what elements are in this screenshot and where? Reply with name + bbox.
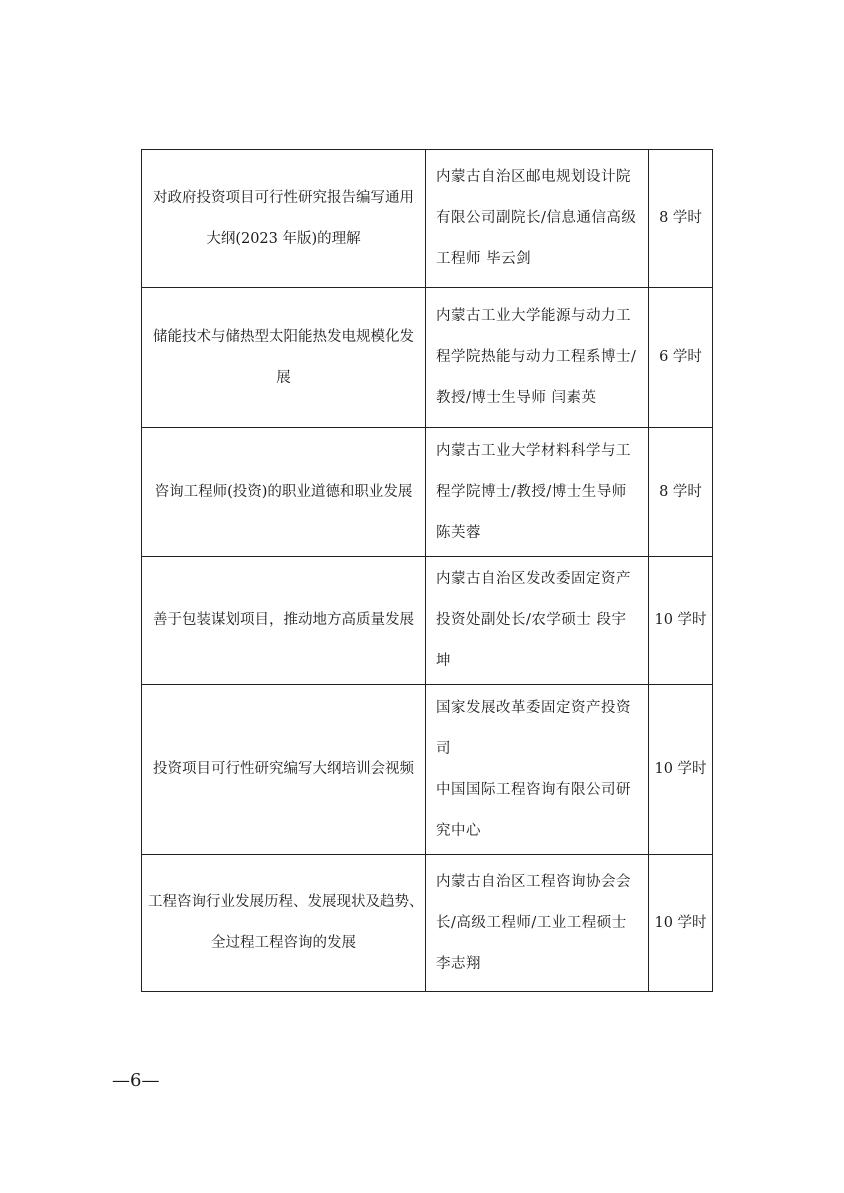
hours-cell: 10 学时: [649, 855, 713, 992]
speaker-line: 投资处副处长/农学硕士 段宇: [436, 612, 627, 628]
speaker-line: 李志翔: [436, 955, 481, 972]
speaker-line: 程学院博士/教授/博士生导师: [436, 483, 627, 500]
topic-cell: [142, 855, 426, 992]
hours-cell: 6 学时: [649, 288, 713, 428]
speaker-line: 陈芙蓉: [436, 524, 481, 541]
table-row: [142, 557, 713, 685]
speaker-line: 内蒙古自治区发改委固定资产: [436, 571, 631, 587]
topic-line: 善于包装谋划项目，推动地方高质量发展: [153, 612, 414, 628]
speaker-line: 工程师 毕云剑: [436, 251, 532, 267]
hours-cell: 10 学时: [649, 685, 713, 855]
table-row: [142, 288, 713, 428]
topic-line: 全过程工程咨询的发展: [211, 935, 356, 951]
course-table: [141, 149, 713, 992]
topic-cell: [142, 288, 426, 428]
speaker-line: 长/高级工程师/工业工程硕士: [436, 914, 627, 931]
topic-cell: [142, 150, 426, 288]
speaker-cell: [426, 855, 649, 992]
speaker-line: 内蒙古工业大学材料科学与工: [436, 442, 631, 459]
page-number: —6—: [112, 1070, 160, 1091]
topic-line: 工程咨询行业发展历程、发展现状及趋势、: [148, 894, 424, 910]
table-row: [142, 855, 713, 992]
speaker-line: 教授/博士生导师 闫素英: [436, 390, 597, 406]
speaker-line: 司: [436, 740, 451, 757]
speaker-cell: [426, 288, 649, 428]
speaker-cell: [426, 428, 649, 557]
topic-line: 展: [276, 369, 291, 386]
speaker-line: 国家发展改革委固定资产投资: [436, 699, 631, 716]
speaker-line: 究中心: [436, 822, 481, 839]
speaker-line: 有限公司副院长/信息通信高级: [436, 210, 637, 226]
speaker-line: 内蒙古自治区邮电规划设计院: [436, 169, 631, 185]
speaker-cell: [426, 557, 649, 685]
speaker-line: 内蒙古工业大学能源与动力工: [436, 308, 631, 324]
speaker-cell: [426, 150, 649, 288]
speaker-line: 程学院热能与动力工程系博士/: [436, 349, 637, 365]
table-row: [142, 428, 713, 557]
table-row: [142, 685, 713, 855]
topic-line: 对政府投资项目可行性研究报告编写通用: [153, 189, 414, 206]
speaker-cell: [426, 685, 649, 855]
topic-line: 储能技术与储热型太阳能热发电规模化发: [153, 328, 414, 345]
hours-cell: 10 学时: [649, 557, 713, 685]
topic-cell: [142, 557, 426, 685]
topic-line: 大纲(2023 年版)的理解: [206, 230, 361, 247]
speaker-line: 坤: [436, 653, 451, 669]
speaker-line: 内蒙古自治区工程咨询协会会: [436, 873, 631, 890]
hours-cell: 8 学时: [649, 150, 713, 288]
hours-cell: 8 学时: [649, 428, 713, 557]
topic-cell: [142, 428, 426, 557]
topic-line: 投资项目可行性研究编写大纲培训会视频: [153, 761, 414, 777]
speaker-line: 中国国际工程咨询有限公司研: [436, 781, 631, 798]
table-row: [142, 150, 713, 288]
topic-line: 咨询工程师(投资)的职业道德和职业发展: [154, 483, 413, 500]
topic-cell: [142, 685, 426, 855]
